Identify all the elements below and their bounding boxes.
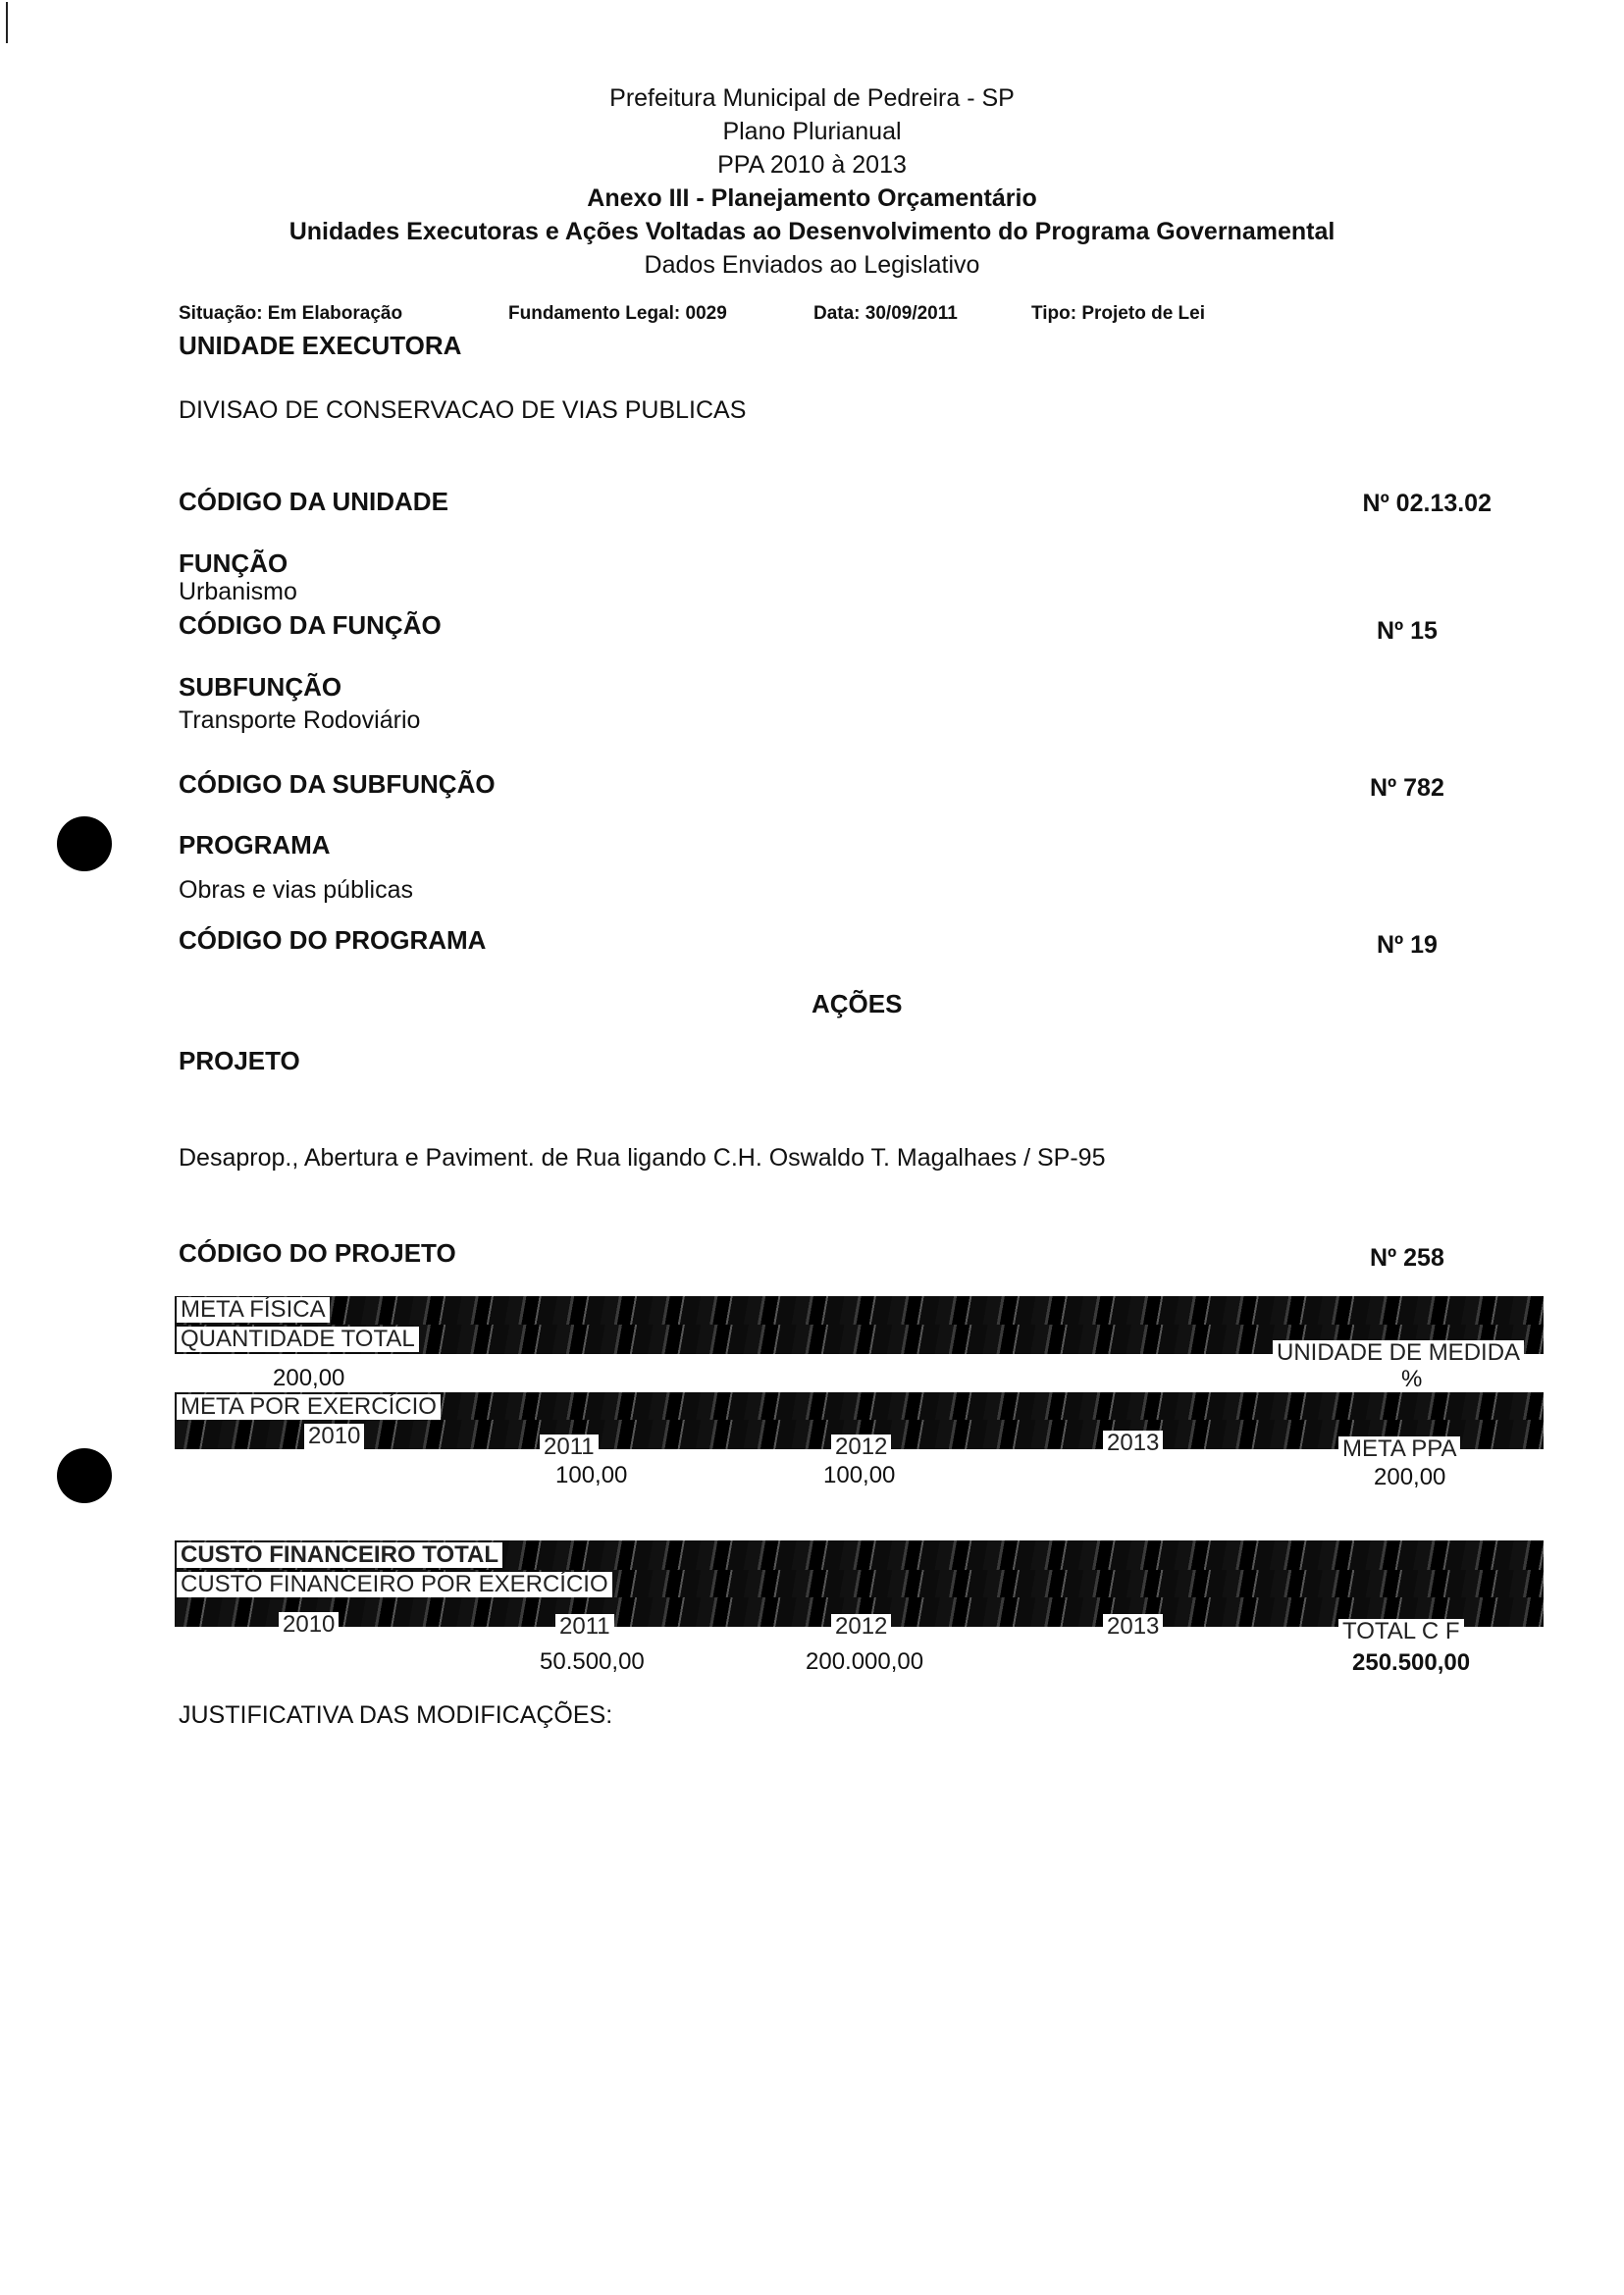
unidade-medida-value: %: [1401, 1366, 1423, 1392]
custo-year-2011: 2011: [555, 1614, 614, 1640]
unidade-medida-label: UNIDADE DE MEDIDA: [1273, 1340, 1524, 1366]
meta-year-2012: 2012: [831, 1434, 891, 1460]
meta-ppa-value: 200,00: [1374, 1464, 1446, 1490]
meta-fisica-bar-1: [175, 1296, 1544, 1326]
projeto-heading: PROJETO: [179, 1046, 300, 1075]
header-municipality: Prefeitura Municipal de Pedreira - SP: [609, 84, 1015, 112]
unidade-code-label: CÓDIGO DA UNIDADE: [179, 487, 448, 516]
meta-value-2012: 100,00: [823, 1462, 896, 1488]
situacao: Situação: Em Elaboração: [179, 303, 403, 324]
meta-ppa-label: META PPA: [1338, 1436, 1460, 1462]
funcao-code-label: CÓDIGO DA FUNÇÃO: [179, 610, 442, 640]
meta-por-exercicio-label: META POR EXERCÍCIO: [177, 1394, 441, 1420]
programa-code-label: CÓDIGO DO PROGRAMA: [179, 925, 487, 955]
punch-hole-top: [57, 816, 112, 871]
header-plan: Plano Plurianual: [722, 118, 902, 145]
custo-total-title: CUSTO FINANCEIRO TOTAL: [177, 1542, 502, 1568]
custo-value-2011: 50.500,00: [540, 1648, 645, 1675]
meta-year-2013: 2013: [1103, 1431, 1163, 1456]
justificativa-label: JUSTIFICATIVA DAS MODIFICAÇÕES:: [179, 1701, 613, 1729]
meta-year-2011: 2011: [540, 1434, 599, 1460]
programa-heading: PROGRAMA: [179, 830, 331, 860]
subfuncao-code-label: CÓDIGO DA SUBFUNÇÃO: [179, 769, 496, 799]
total-cf-label: TOTAL C F: [1338, 1619, 1464, 1644]
header-ppa: PPA 2010 à 2013: [717, 151, 907, 179]
subfuncao-heading: SUBFUNÇÃO: [179, 672, 342, 702]
tipo: Tipo: Projeto de Lei: [1031, 303, 1205, 324]
header-annex: Anexo III - Planejamento Orçamentário: [587, 184, 1037, 212]
unidade-heading: UNIDADE EXECUTORA: [179, 331, 462, 360]
funcao-name: Urbanismo: [179, 578, 297, 605]
meta-year-2010: 2010: [304, 1424, 364, 1449]
fundamento-legal: Fundamento Legal: 0029: [508, 303, 727, 324]
custo-year-2013: 2013: [1103, 1614, 1163, 1640]
unidade-name: DIVISAO DE CONSERVACAO DE VIAS PUBLICAS: [179, 396, 747, 424]
total-cf-value: 250.500,00: [1352, 1649, 1471, 1676]
programa-name: Obras e vias públicas: [179, 876, 414, 904]
header-subtitle: Unidades Executoras e Ações Voltadas ao Desenvolvimento do Programa Governamental: [288, 218, 1336, 245]
projeto-name: Desaprop., Abertura e Paviment. de Rua ligando C.H. Oswaldo T. Magalhaes / SP-95: [179, 1144, 1106, 1172]
punch-hole-bottom: [57, 1448, 112, 1503]
projeto-code-label: CÓDIGO DO PROJETO: [179, 1238, 456, 1268]
data: Data: 30/09/2011: [813, 303, 958, 324]
projeto-code-value: Nº 258: [1370, 1244, 1444, 1272]
meta-fisica-title: META FÍSICA: [177, 1297, 330, 1323]
acoes-heading: AÇÕES: [812, 989, 903, 1018]
custo-value-2012: 200.000,00: [806, 1648, 924, 1675]
header-status: Dados Enviados ao Legislativo: [644, 251, 980, 279]
custo-year-2010: 2010: [279, 1612, 339, 1638]
custo-year-2012: 2012: [831, 1614, 891, 1640]
subfuncao-code-value: Nº 782: [1370, 774, 1444, 802]
funcao-code-value: Nº 15: [1377, 617, 1438, 645]
scan-margin-mark: [6, 2, 8, 43]
funcao-heading: FUNÇÃO: [179, 548, 288, 578]
subfuncao-name: Transporte Rodoviário: [179, 706, 421, 734]
quantidade-total-label: QUANTIDADE TOTAL: [177, 1327, 419, 1352]
quantidade-total-value: 200,00: [273, 1365, 345, 1391]
custo-por-exercicio-label: CUSTO FINANCEIRO POR EXERCÍCIO: [177, 1572, 612, 1597]
programa-code-value: Nº 19: [1377, 931, 1438, 959]
unidade-code-value: Nº 02.13.02: [1362, 490, 1492, 517]
meta-value-2011: 100,00: [555, 1462, 628, 1488]
